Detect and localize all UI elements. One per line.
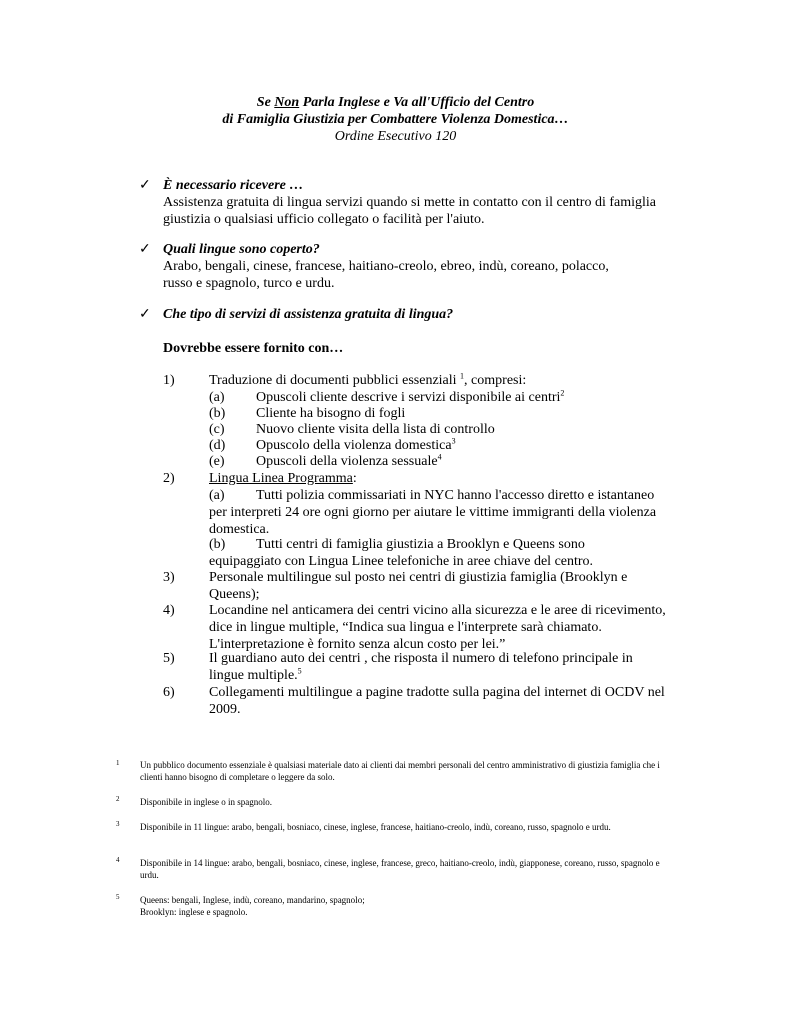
footnote-text: Disponibile in 14 lingue: arabo, bengali, bosniaco, cinese, inglese, francese, greco, haitiano-creolo, indù, giapponese, coreano, russo, spagnolo e urdu. (140, 858, 660, 880)
sub-item: Tutti centri di famiglia giustizia a Brooklyn e Queens sono (256, 537, 585, 552)
sub-label: (b) (209, 537, 226, 552)
provided-heading: Dovrebbe essere fornito con… (163, 341, 344, 356)
check-icon: ✓ (139, 242, 151, 257)
list-number: 6) (163, 685, 175, 700)
list-item: Locandine nel anticamera dei centri vicino alla sicurezza e le aree di ricevimento, dice in lingue multiple, “Indica sua lingua e l'interprete sarà chiamato. L'interpretazione è fornito senza alcun costo per lei.” (209, 603, 666, 652)
sub-item: Opuscoli della violenza sessuale$^4$ (256, 452, 442, 469)
footnote-text: Brooklyn: inglese e spagnolo. (140, 907, 248, 917)
sub-label: (b) (209, 406, 226, 421)
sub-label: (a) (209, 390, 225, 405)
sub-label: (d) (209, 438, 226, 453)
executive-order-label: Ordine Esecutivo 120 (334, 129, 457, 144)
list-item: Il guardiano auto dei centri , che risposta il numero di telefono principale in lingue multiple.$^5$ (209, 651, 633, 683)
footnote-number: 5 (116, 893, 120, 901)
list-item: Personale multilingue sul posto nei centri di giustizia famiglia (Brooklyn e Queens); (209, 570, 628, 602)
footnote-number: 3 (116, 820, 120, 828)
footnote-text: Un pubblico documento essenziale è qualsiasi materiale dato ai clienti dai membri personali del centro amministrativo di giustizia famiglia che i clienti hanno bisogno di completare o leggere da solo. (140, 760, 660, 782)
title-emphasis: Non (274, 95, 300, 110)
sub-item: Nuovo cliente visita della lista di controllo (256, 422, 495, 437)
sub-item: Tutti polizia commissariati in NYC hanno l'accesso diretto e istantaneo (256, 488, 655, 503)
list-item: Collegamenti multilingue a pagine tradotte sulla pagina del internet di OCDV nel 2009. (209, 685, 665, 717)
sub-label: (a) (209, 488, 225, 503)
document-title: Se Non Parla Inglese e Va all'Ufficio del Centro (256, 95, 535, 110)
sub-item: Opuscolo della violenza domestica$^3$ (256, 436, 456, 453)
list-number: 2) (163, 471, 175, 486)
list-number: 5) (163, 651, 175, 666)
footnote-text: Disponibile in 11 lingue: arabo, bengali, bosniaco, cinese, inglese, francese, haitiano-creolo, indù, coreano, russo, spagnolo e urdu. (140, 822, 611, 832)
list-item: Traduzione di documenti pubblici essenziali $^1$, compresi: (209, 371, 527, 388)
question-heading: Che tipo di servizi di assistenza gratuita di lingua? (163, 307, 454, 322)
check-icon: ✓ (139, 178, 151, 193)
question-heading: Quali lingue sono coperto? (163, 242, 320, 257)
sub-label: (e) (209, 454, 225, 469)
answer-text: Assistenza gratuita di lingua servizi quando si mette in contatto con il centro di famiglia giustizia o qualsiasi ufficio collegato o facilità per l'aiuto. (163, 195, 656, 227)
list-number: 1) (163, 373, 175, 388)
footnote-number: 4 (116, 856, 120, 864)
sub-item: Opuscoli cliente descrive i servizi disponibile ai centri$^2$ (256, 388, 565, 405)
list-number: 3) (163, 570, 175, 585)
document-subtitle: di Famiglia Giustizia per Combattere Violenza Domestica… (222, 112, 569, 127)
sub-item-continuation: per interpreti 24 ore ogni giorno per aiutare le vittime immigranti della violenza domestica. (209, 505, 657, 537)
footnote-text: Queens: bengali, Inglese, indù, coreano, mandarino, spagnolo; (140, 895, 365, 905)
answer-text: Arabo, bengali, cinese, francese, haitiano-creolo, ebreo, indù, coreano, polacco, russo e spagnolo, turco e urdu. (163, 259, 609, 291)
list-number: 4) (163, 603, 175, 618)
footnote-number: 2 (116, 795, 120, 803)
question-heading: È necessario ricevere … (163, 178, 304, 193)
footnote-text: Disponibile in inglese o in spagnolo. (140, 797, 272, 807)
sub-label: (c) (209, 422, 225, 437)
sub-item-continuation: equipaggiato con Lingua Linee telefoniche in aree chiave del centro. (209, 554, 594, 569)
sub-item: Cliente ha bisogno di fogli (256, 406, 406, 421)
check-icon: ✓ (139, 307, 151, 322)
footnote-number: 1 (116, 759, 120, 767)
list-item: Lingua Linea Programma: (209, 471, 357, 486)
